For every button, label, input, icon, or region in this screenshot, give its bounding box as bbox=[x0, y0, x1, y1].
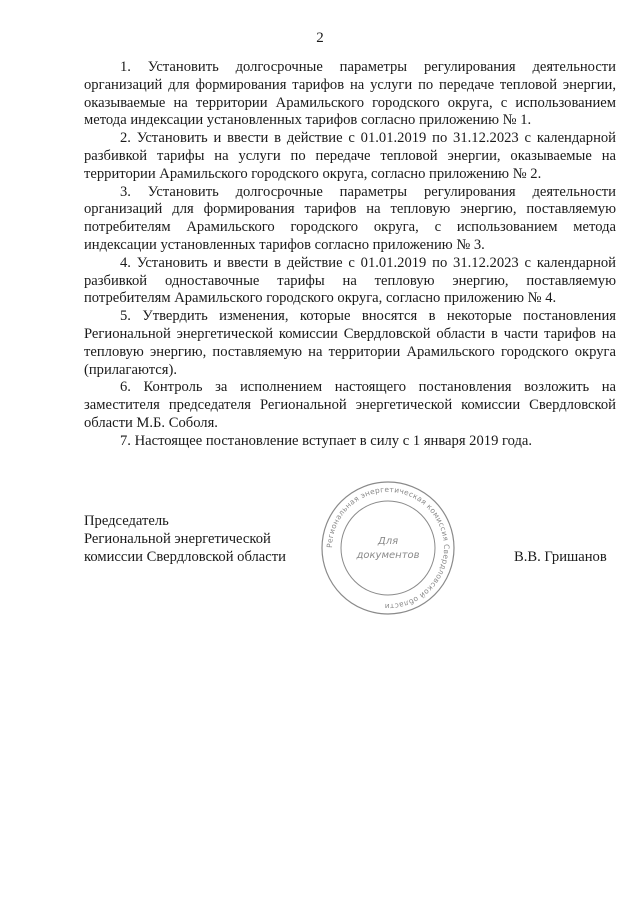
seal-outer-ring bbox=[322, 482, 454, 614]
page-number: 2 bbox=[316, 30, 324, 46]
paragraph-2: 2. Установить и ввести в действие с 01.01.2019 по 31.12.2023 с календарной разбивкой тарифы на услуги по передаче тепловой энергии, оказываемые на территории Арамильского городского округа, согласно приложению № 2. bbox=[84, 130, 616, 182]
paragraph-5: 5. Утвердить изменения, которые вносятся в некоторые постановления Региональной энергетической комиссии Свердловской области в части тарифов на тепловую энергию, поставляемую на территории Арамильского городского округа (прилагаются). bbox=[84, 308, 616, 378]
official-seal-graphic bbox=[318, 478, 458, 618]
signatory-title-line-3: комиссии Свердловской области bbox=[84, 549, 286, 565]
official-seal bbox=[318, 478, 458, 618]
paragraph-6: 6. Контроль за исполнением настоящего постановления возложить на заместителя председателя Региональной энергетической комиссии Свердловской области М.Б. Соболя. bbox=[84, 379, 616, 431]
signatory-name: В.В. Гришанов bbox=[514, 549, 607, 565]
paragraph-3: 3. Установить долгосрочные параметры регулирования деятельности организаций для формирования тарифов на тепловую энергию, поставляемую потребителям Арамильского городского округа, с использованием метода индексации установленных тарифов согласно приложению № 3. bbox=[84, 183, 616, 253]
signatory-title-line-1: Председатель bbox=[84, 513, 169, 529]
paragraph-4: 4. Установить и ввести в действие с 01.01.2019 по 31.12.2023 с календарной разбивкой одноставочные тарифы на тепловую энергию, поставляемую потребителям Арамильского городского округа, согласно приложению № 4. bbox=[84, 254, 616, 307]
resolution-body bbox=[84, 59, 616, 451]
signatory-title bbox=[84, 512, 314, 566]
seal-center-line-2: документов bbox=[356, 550, 420, 561]
paragraph-1: 1. Установить долгосрочные параметры регулирования деятельности организаций для формирования тарифов на услуги по передаче тепловой энергии, оказываемые на территории Арамильского городского округа, с использованием метода индексации установленных тарифов согласно приложению № 1. bbox=[84, 59, 616, 129]
seal-ring-text: Региональная энергетическая комиссия Свердловской области bbox=[324, 484, 452, 612]
paragraph-7: 7. Настоящее постановление вступает в силу с 1 января 2019 года. bbox=[120, 432, 533, 449]
seal-inner-ring bbox=[341, 501, 435, 595]
signatory-title-line-2: Региональной энергетической bbox=[84, 531, 271, 547]
seal-center-line-1: Для bbox=[377, 536, 399, 547]
